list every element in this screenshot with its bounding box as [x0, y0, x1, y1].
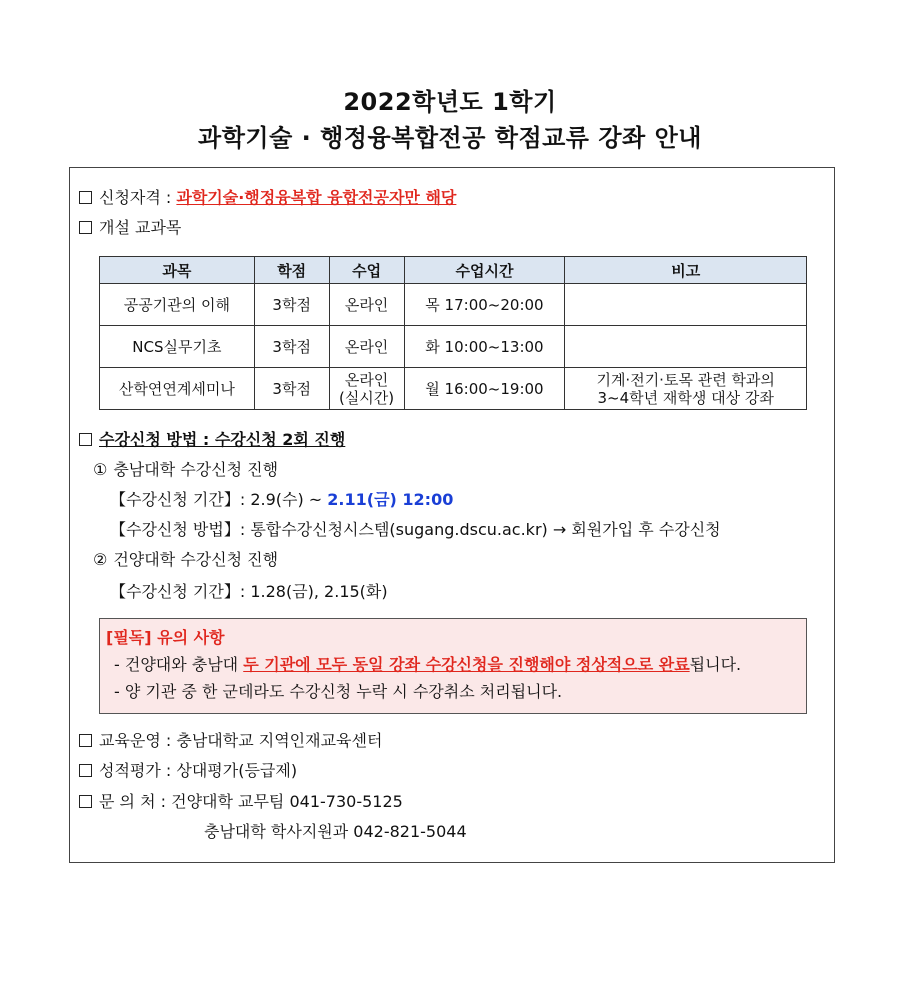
table-row: [100, 284, 807, 326]
table-row: [100, 326, 807, 368]
evaluation-text: 성적평가 : 상대평가(등급제): [99, 761, 298, 780]
courses-line: [79, 217, 181, 239]
checkbox-square-icon: [79, 795, 92, 808]
step1-method-line: [110, 519, 721, 541]
step2-title: 건양대학 수강신청 진행: [113, 550, 279, 569]
step2-period-value: 1.28(금), 2.15(화): [250, 582, 388, 601]
step1-title: 충남대학 수강신청 진행: [113, 460, 279, 479]
course-time: 화 10:00~13:00: [404, 326, 565, 368]
contact-line: [79, 791, 403, 813]
step1-period-label: 【수강신청 기간】:: [110, 490, 251, 509]
course-name: NCS실무기초: [100, 326, 255, 368]
contact-2: 충남대학 학사지원과 042-821-5044: [204, 822, 467, 841]
eligibility-value: 과학기술·행정융복합 융합전공자만 해당: [176, 188, 457, 207]
course-credit: 3학점: [254, 368, 329, 410]
registration-heading-line: [79, 429, 345, 451]
step2-title-line: [93, 549, 278, 571]
step1-method-value: 통합수강신청시스템(sugang.dscu.ac.kr) → 회원가입 후 수강신청: [250, 520, 721, 539]
table-header-cell: 수업: [329, 257, 404, 284]
page-title: 2022학년도 1학기: [343, 88, 557, 116]
notice-line1-emphasis: 두 기관에 모두 동일 강좌 수강신청을 진행해야 정상적으로 완료: [243, 655, 690, 674]
course-note: [565, 326, 807, 368]
course-credit: 3학점: [254, 326, 329, 368]
page-subtitle: 과학기술 · 행정융복합전공 학점교류 강좌 안내: [198, 124, 702, 152]
course-time: 월 16:00~19:00: [404, 368, 565, 410]
notice-heading: [필독] 유의 사항: [106, 628, 225, 647]
step2-period-line: [110, 581, 388, 603]
course-mode-sub: (실시간): [338, 388, 395, 407]
course-table: [99, 256, 807, 410]
contact-label: 문 의 처 :: [99, 792, 172, 811]
checkbox-square-icon: [79, 191, 92, 204]
operation-text: 교육운영 : 충남대학교 지역인재교육센터: [99, 731, 383, 750]
courses-label: 개설 교과목: [99, 218, 182, 237]
step2-period-label: 【수강신청 기간】:: [110, 582, 251, 601]
step2-marker: ②: [93, 550, 108, 569]
evaluation-line: [79, 760, 297, 782]
course-mode: 온라인: [344, 370, 389, 389]
notice-line1-prefix: - 건양대와 충남대: [114, 655, 244, 674]
eligibility-line: [79, 187, 456, 209]
course-note: [565, 284, 807, 326]
contact-1: 건양대학 교무팀 041-730-5125: [171, 792, 403, 811]
notice-line1-suffix: 됩니다.: [689, 655, 742, 674]
course-note: 기계·전기·토목 관련 학과의: [596, 370, 775, 389]
course-mode: 온라인: [329, 284, 404, 326]
checkbox-square-icon: [79, 433, 92, 446]
course-mode-cell: [329, 368, 404, 410]
course-time: 목 17:00~20:00: [404, 284, 565, 326]
step1-title-line: [93, 459, 278, 481]
table-header-row: [100, 257, 807, 284]
course-note-sub: 3~4학년 재학생 대상 강좌: [597, 388, 774, 407]
table-header-cell: 과목: [100, 257, 255, 284]
notice-box: [99, 618, 807, 714]
step1-marker: ①: [93, 460, 108, 479]
notice-line-1: [114, 654, 741, 676]
registration-heading: 수강신청 방법 : 수강신청 2회 진행: [99, 430, 346, 449]
checkbox-square-icon: [79, 764, 92, 777]
eligibility-label: 신청자격 :: [99, 188, 177, 207]
table-row: [100, 368, 807, 410]
checkbox-square-icon: [79, 734, 92, 747]
step1-period-deadline: 2.11(금) 12:00: [327, 490, 454, 509]
table-header-cell: 비고: [565, 257, 807, 284]
course-name: 산학연연계세미나: [100, 368, 255, 410]
table-header-cell: 학점: [254, 257, 329, 284]
course-name: 공공기관의 이해: [100, 284, 255, 326]
course-mode: 온라인: [329, 326, 404, 368]
operation-line: [79, 730, 382, 752]
step1-period-value: 2.9(수) ~: [250, 490, 328, 509]
step1-method-label: 【수강신청 방법】:: [110, 520, 251, 539]
step1-period-line: [110, 489, 453, 511]
contact-line-2: [204, 821, 467, 843]
table-header-cell: 수업시간: [404, 257, 565, 284]
checkbox-square-icon: [79, 221, 92, 234]
notice-line-2: - 양 기관 중 한 군데라도 수강신청 누락 시 수강취소 처리됩니다.: [114, 682, 563, 701]
course-note-cell: [565, 368, 807, 410]
course-credit: 3학점: [254, 284, 329, 326]
